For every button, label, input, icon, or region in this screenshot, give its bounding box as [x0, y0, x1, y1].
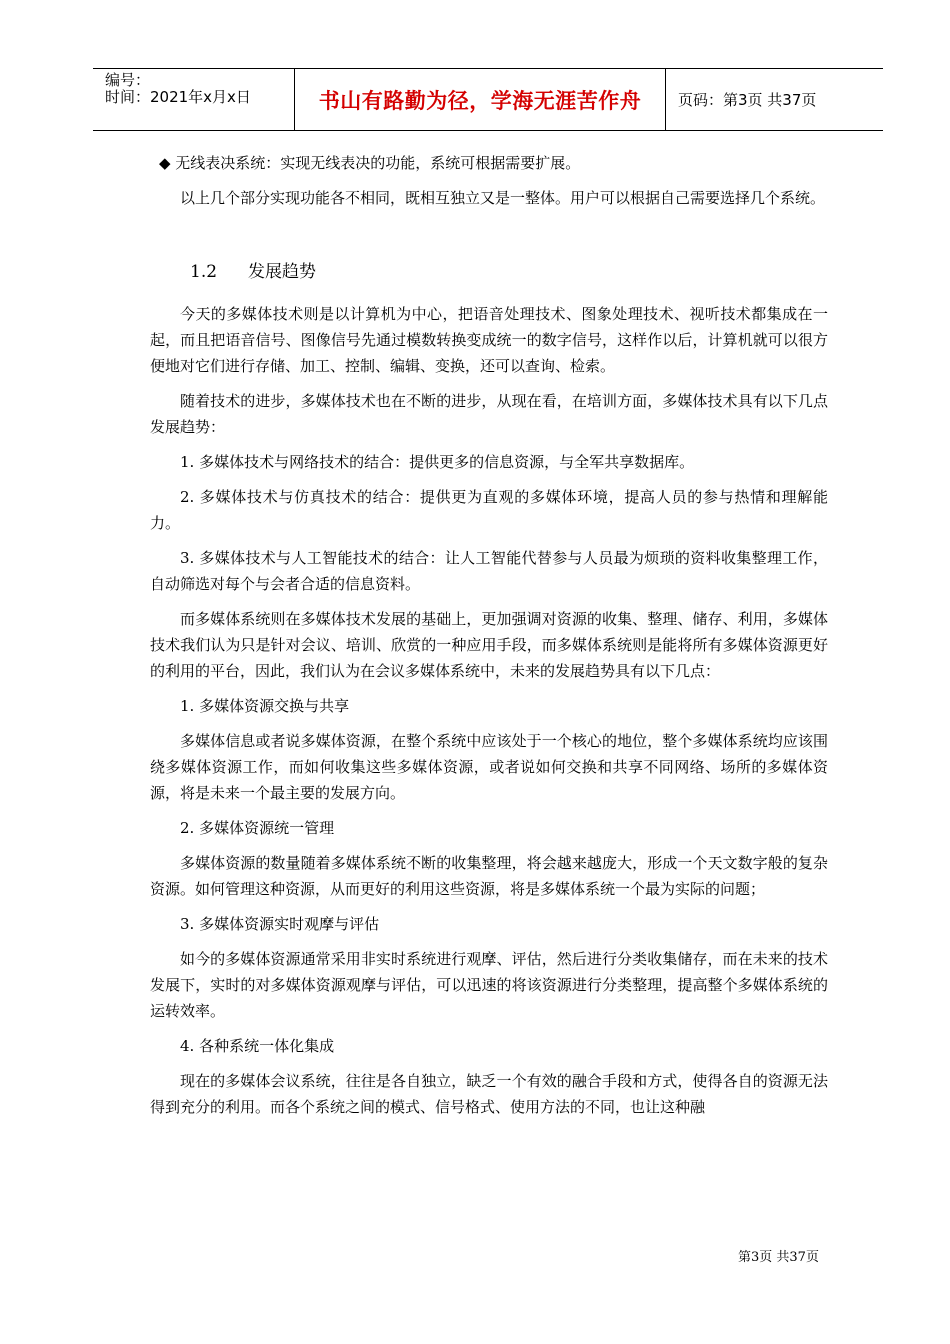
paragraph: 现在的多媒体会议系统，往往是各自独立，缺乏一个有效的融合手段和方式，使得各自的资源无法得到充分的利用。而各个系统之间的模式、信号格式、使用方法的不同，也让这种融 — [150, 1072, 828, 1116]
paragraph: 随着技术的进步，多媒体技术也在不断的进步，从现在看，在培训方面，多媒体技术具有以下几点发展趋势： — [150, 392, 828, 436]
list-item: 2. 多媒体技术与仿真技术的结合：提供更为直观的多媒体环境，提高人员的参与热情和理解能力。 — [150, 488, 828, 532]
paragraph: 多媒体信息或者说多媒体资源，在整个系统中应该处于一个核心的地位，整个多媒体系统均应该围绕多媒体资源工作，而如何收集这些多媒体资源，或者说如何交换和共享不同网络、场所的多媒体资源，将是未来一个最主要的发展方向。 — [150, 732, 828, 802]
doc-time: 时间：2021年x月x日 — [105, 88, 251, 106]
document-body — [150, 150, 828, 1129]
paragraph: 多媒体资源的数量随着多媒体系统不断的收集整理，将会越来越庞大，形成一个天文数字般的复杂资源。如何管理这种资源，从而更好的利用这些资源，将是多媒体系统一个最为实际的问题； — [150, 854, 828, 898]
doc-code-label: 编号： — [105, 71, 151, 89]
subheading: 3. 多媒体资源实时观摩与评估 — [180, 915, 380, 933]
section-title: 发展趋势 — [248, 262, 316, 282]
list-item: 1. 多媒体技术与网络技术的结合：提供更多的信息资源，与全军共享数据库。 — [180, 453, 695, 471]
paragraph: 而多媒体系统则在多媒体技术发展的基础上，更加强调对资源的收集、整理、储存、利用，多媒体技术我们认为只是针对会议、培训、欣赏的一种应用手段，而多媒体系统则是能将所有多媒体资源更好的利用的平台，因此，我们认为在会议多媒体系统中，未来的发展趋势具有以下几点： — [150, 610, 828, 680]
section-number: 1.2 — [190, 262, 218, 282]
subheading: 4. 各种系统一体化集成 — [180, 1037, 335, 1055]
page-footer: 第3页 共37页 — [738, 1250, 819, 1265]
page-header — [93, 68, 883, 131]
paragraph: 今天的多媒体技术则是以计算机为中心，把语音处理技术、图象处理技术、视听技术都集成在一起，而且把语音信号、图像信号先通过模数转换变成统一的数字信号，这样作以后，计算机就可以很方便地对它们进行存储、加工、控制、编辑、变换，还可以查询、检索。 — [150, 305, 828, 375]
subheading: 2. 多媒体资源统一管理 — [180, 819, 335, 837]
header-page-info: 页码：第3页 共37页 — [678, 91, 817, 109]
header-meta — [93, 69, 295, 130]
header-motto: 书山有路勤为径，学海无涯苦作舟 — [295, 69, 666, 130]
list-item: 3. 多媒体技术与人工智能技术的结合：让人工智能代替参与人员最为烦琐的资料收集整理工作，自动筛选对每个与会者合适的信息资料。 — [150, 549, 828, 593]
subheading: 1. 多媒体资源交换与共享 — [180, 697, 350, 715]
section-heading — [150, 259, 828, 285]
paragraph: 以上几个部分实现功能各不相同，既相互独立又是一整体。用户可以根据自己需要选择几个系统。 — [180, 189, 826, 207]
paragraph: 如今的多媒体资源通常采用非实时系统进行观摩、评估，然后进行分类收集储存，而在未来的技术发展下，实时的对多媒体资源观摩与评估，可以迅速的将该资源进行分类整理，提高整个多媒体系统的运转效率。 — [150, 950, 828, 1020]
bullet-item: ◆ 无线表决系统：实现无线表决的功能，系统可根据需要扩展。 — [159, 154, 581, 172]
